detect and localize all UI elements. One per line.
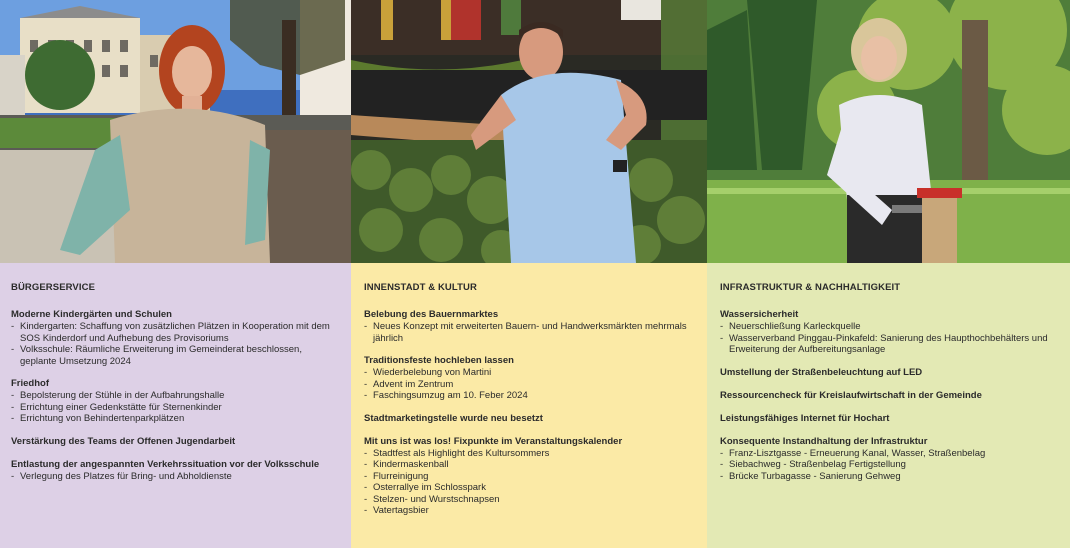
section-bauernmarkt [364, 309, 697, 344]
section-title: Friedhof [11, 378, 49, 389]
bullet-item: - Bepolsterung der Stühle in der Aufbahrungshalle [11, 390, 341, 402]
bullet-item: - Siebachweg - Straßenbelag Fertigstellung [720, 459, 1060, 471]
bullet-list [11, 471, 341, 483]
bullet-item: - Errichtung einer Gedenkstätte für Sternenkinder [11, 402, 341, 414]
section-stadtmarketing [364, 413, 697, 425]
section-traditionsfeste [364, 355, 697, 402]
section-title: Belebung des Bauernmarktes [364, 309, 499, 320]
bullet-item: - Kindergarten: Schaffung von zusätzlichen Plätzen in Kooperation mit dem SOS Kinderdorf und Aufhebung des Provisoriums [11, 321, 341, 344]
photo-man-market-stand [351, 0, 707, 263]
section-title: Moderne Kindergärten und Schulen [11, 309, 172, 320]
section-kindergaerten [11, 309, 341, 367]
bullet-list [364, 321, 697, 344]
photo-illustration-1 [0, 0, 351, 263]
bullet-item: - Stelzen- und Wurstschnapsen [364, 494, 697, 506]
section-title: Wassersicherheit [720, 309, 799, 320]
bullet-list [720, 448, 1060, 483]
panel-infrastruktur-nachhaltigkeit [707, 263, 1070, 548]
bullet-item: - Flurreinigung [364, 471, 697, 483]
section-wassersicherheit [720, 309, 1060, 356]
section-title: Traditionsfeste hochleben lassen [364, 355, 514, 366]
photo-illustration-2 [351, 0, 707, 263]
column-buergerservice [0, 0, 351, 548]
bullet-item: - Kindermaskenball [364, 459, 697, 471]
bullet-list [11, 390, 341, 425]
category-title: INNENSTADT & KULTUR [364, 282, 477, 293]
section-ressourcencheck [720, 390, 1060, 402]
section-internet [720, 413, 1060, 425]
section-instandhaltung [720, 436, 1060, 483]
bullet-item: - Stadtfest als Highlight des Kultursommers [364, 448, 697, 460]
bullet-item: - Neues Konzept mit erweiterten Bauern- und Handwerksmärkten mehrmals jährlich [364, 321, 697, 344]
bullet-item: - Franz-Lisztgasse - Erneuerung Kanal, Wasser, Straßenbelag [720, 448, 1060, 460]
bullet-list [11, 321, 341, 367]
bullet-list [364, 448, 697, 517]
category-title: BÜRGERSERVICE [11, 282, 96, 293]
photo-woman-water-tap [707, 0, 1070, 263]
column-infrastruktur-nachhaltigkeit [707, 0, 1070, 548]
bullet-item: - Errichtung von Behindertenparkplätzen [11, 413, 341, 425]
section-friedhof [11, 378, 341, 425]
section-title: Ressourcencheck für Kreislaufwirtschaft in der Gemeinde [720, 389, 982, 401]
panel-buergerservice [0, 263, 351, 548]
panel-innenstadt-kultur [351, 263, 707, 548]
bullet-item: - Volksschule: Räumliche Erweiterung im Gemeinderat beschlossen, geplante Umsetzung 2024 [11, 344, 341, 367]
bullet-item: - Brücke Turbagasse - Sanierung Gehweg [720, 471, 1060, 483]
bullet-item: - Advent im Zentrum [364, 379, 697, 391]
section-title: Verstärkung des Teams der Offenen Jugendarbeit [11, 435, 236, 447]
bullet-item: - Faschingsumzug am 10. Feber 2024 [364, 390, 697, 402]
column-innenstadt-kultur [351, 0, 707, 548]
section-veranstaltungskalender [364, 436, 697, 517]
bullet-item: - Wasserverband Pinggau-Pinkafeld: Sanierung des Haupthochbehälters und Erweiterung der Aufbereitungsanlage [720, 333, 1060, 356]
bullet-item: - Verlegung des Platzes für Bring- und Abholdienste [11, 471, 341, 483]
section-title: Leistungsfähiges Internet für Hochart [720, 412, 890, 424]
photo-woman-town-square [0, 0, 351, 263]
bullet-list [720, 321, 1060, 356]
section-title: Stadtmarketingstelle wurde neu besetzt [364, 412, 543, 424]
bullet-item: - Osterrallye im Schlosspark [364, 482, 697, 494]
section-title: Entlastung der angespannten Verkehrssituation vor der Volksschule [11, 458, 320, 470]
bullet-item: - Wiederbelebung von Martini [364, 367, 697, 379]
bullet-list [364, 367, 697, 402]
section-led [720, 367, 1060, 379]
bullet-item: - Neuerschließung Karleckquelle [720, 321, 1060, 333]
section-jugendarbeit [11, 436, 341, 448]
photo-illustration-3 [707, 0, 1070, 263]
section-title: Mit uns ist was los! Fixpunkte im Veranstaltungskalender [364, 435, 623, 447]
category-title: INFRASTRUKTUR & NACHHALTIGKEIT [720, 282, 901, 293]
bullet-item: - Vatertagsbier [364, 505, 697, 517]
section-title: Umstellung der Straßenbeleuchtung auf LED [720, 366, 923, 378]
section-title: Konsequente Instandhaltung der Infrastruktur [720, 435, 928, 447]
section-verkehrssituation [11, 459, 341, 483]
